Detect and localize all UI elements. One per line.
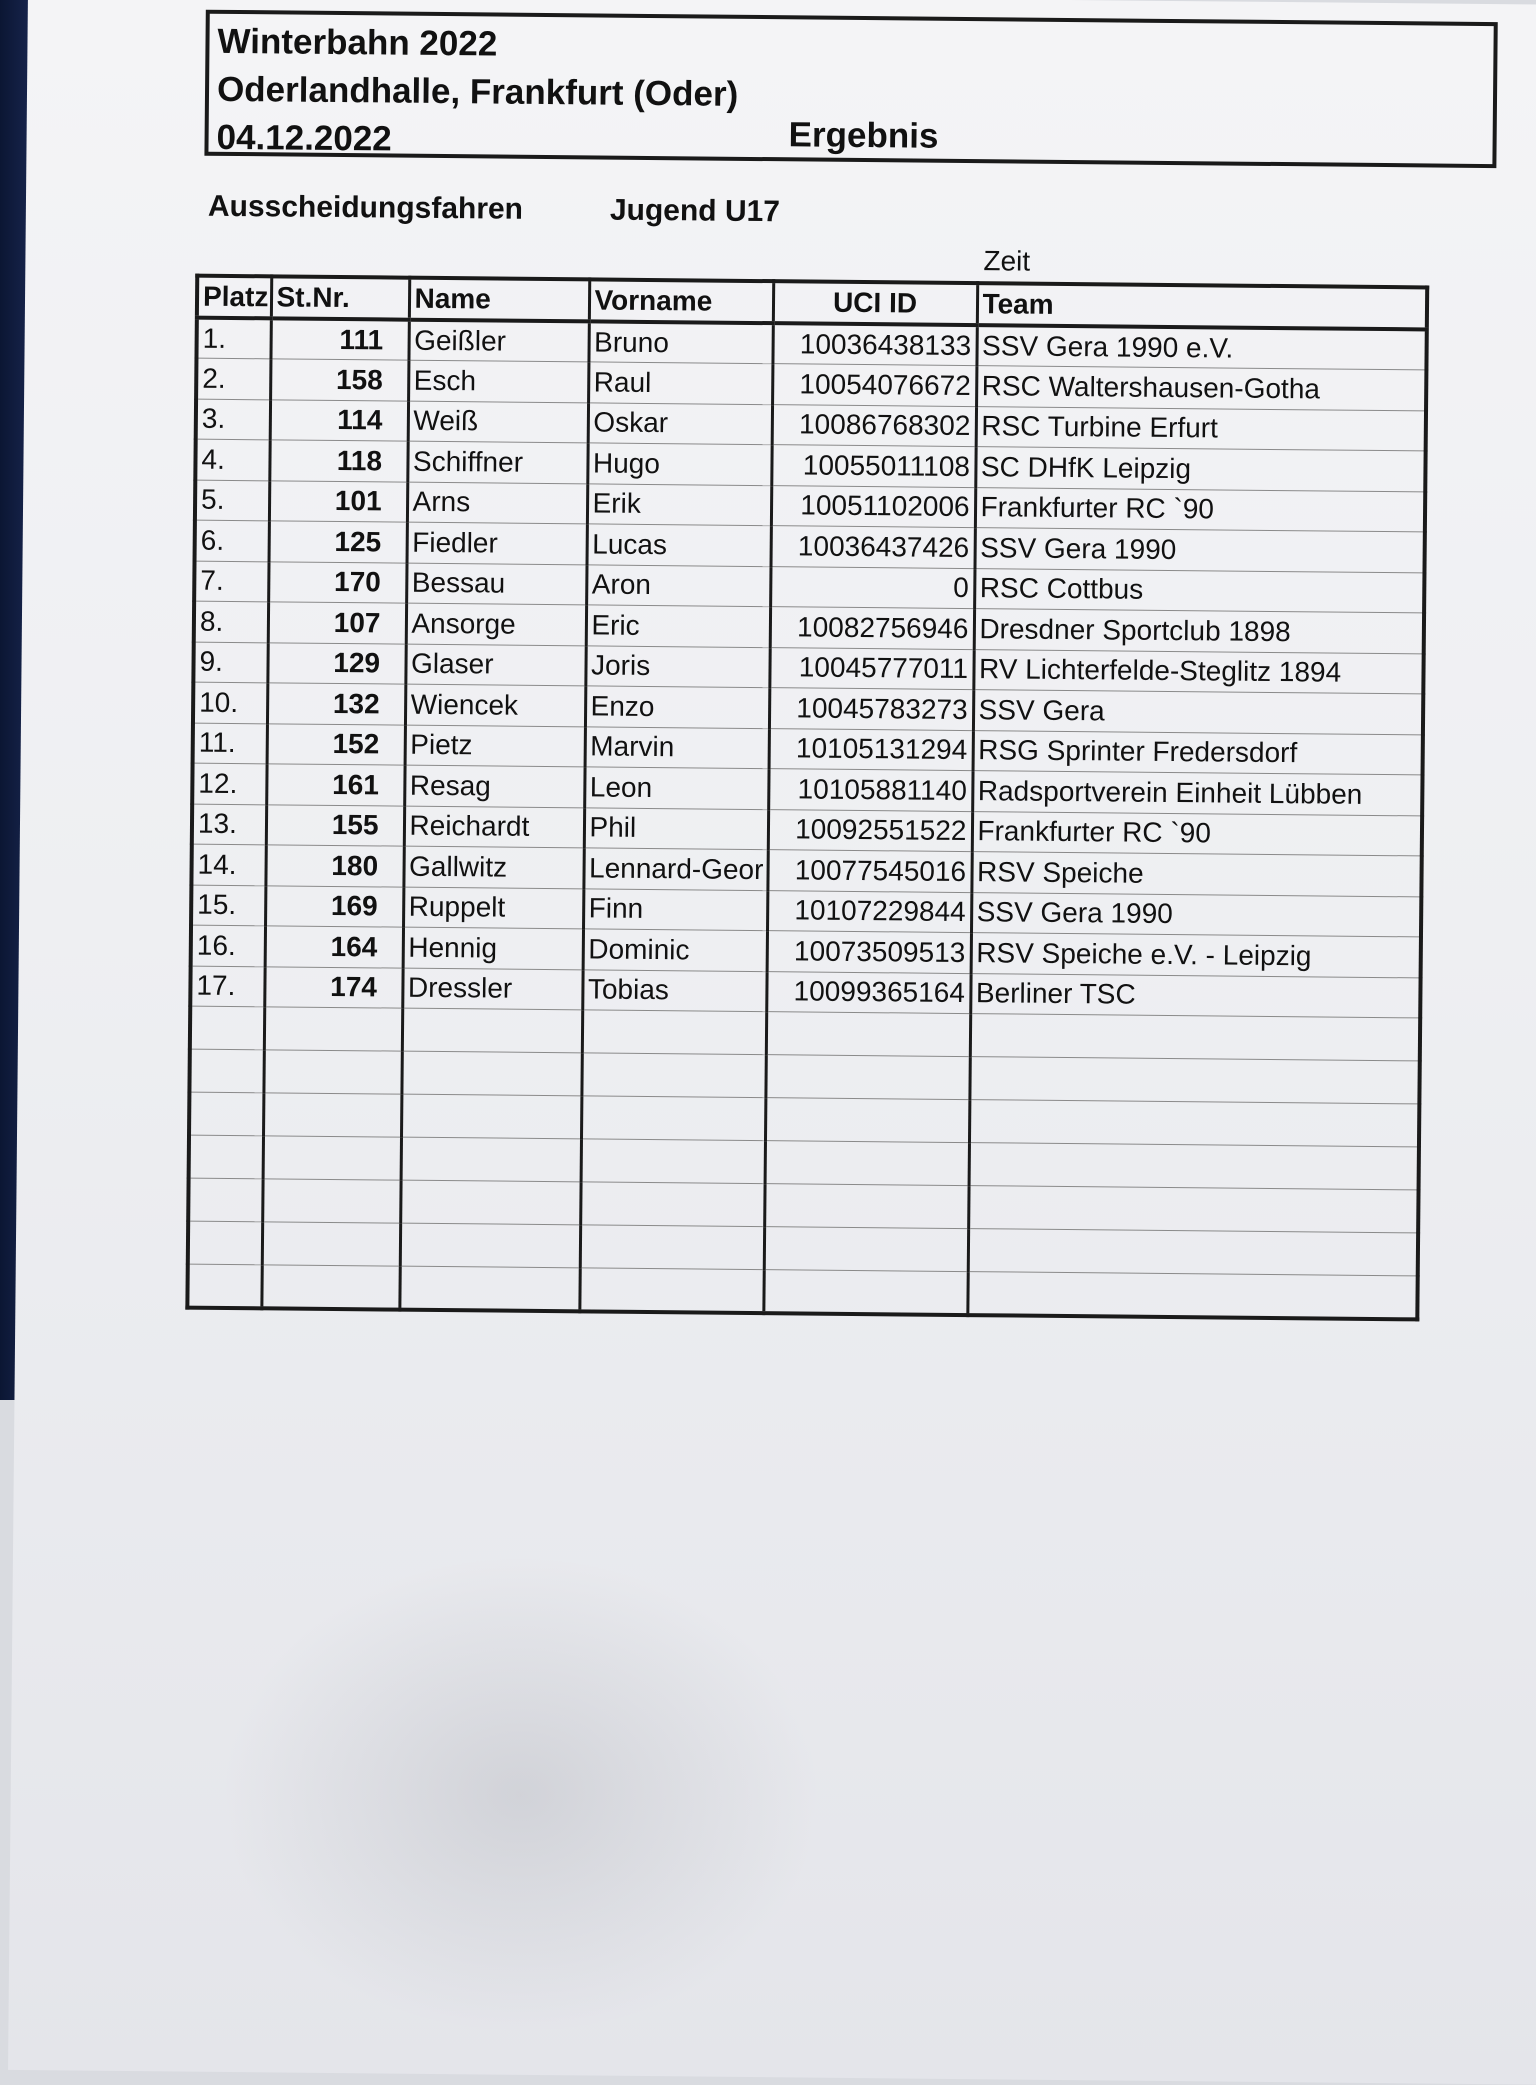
cell-platz: 12. [192,763,266,804]
result-sheet [8,0,1536,2085]
cell-platz: 7. [194,561,268,602]
cell-team: Dresdner Sportclub 1898 [974,609,1424,654]
cell-name: Glaser [405,644,585,686]
cell-vorname: Marvin [585,726,769,768]
cell-vorname: Tobias [582,969,766,1011]
column-header-uci-id: UCI ID [773,281,977,325]
cell-team: SSV Gera 1990 e.V. [976,325,1426,370]
empty-cell [969,1100,1419,1147]
empty-cell [766,1012,970,1057]
cell-startnummer: 132 [267,683,405,725]
cell-team: Berliner TSC [970,973,1420,1018]
empty-cell [189,1135,263,1179]
cell-startnummer: 158 [270,359,408,401]
empty-cell [969,1143,1419,1190]
cell-vorname: Leon [584,767,768,809]
cell-platz: 16. [191,925,265,966]
cell-platz: 15. [191,885,265,926]
empty-cell [581,1053,765,1098]
empty-cell [261,1265,399,1309]
empty-cell [580,1182,764,1227]
empty-cell [188,1178,262,1222]
empty-cell [263,1050,401,1094]
cell-uci-id: 10045777011 [769,647,973,689]
cell-startnummer: 161 [266,764,404,806]
cell-name: Dressler [402,968,582,1010]
cell-platz: 9. [193,642,267,683]
cell-platz: 8. [194,601,268,642]
empty-cell [765,1055,969,1100]
cell-startnummer: 129 [267,642,405,684]
cell-vorname: Dominic [583,929,767,971]
cell-uci-id: 10099365164 [766,971,970,1013]
cell-vorname: Phil [584,807,768,849]
empty-cell [263,1093,401,1137]
empty-cell [190,1006,264,1050]
cell-uci-id: 0 [770,566,974,608]
cell-platz: 3. [196,399,270,440]
cell-startnummer: 118 [269,440,407,482]
column-header-team: Team [977,283,1427,329]
cell-vorname: Erik [587,483,771,525]
empty-cell [189,1092,263,1136]
empty-cell [399,1266,579,1311]
cell-name: Bessau [406,563,586,605]
discipline: Ausscheidungsfahren [207,189,524,226]
cell-startnummer: 101 [269,480,407,522]
cell-vorname: Eric [586,605,770,647]
empty-cell [400,1223,580,1268]
cell-vorname: Joris [585,645,769,687]
cell-vorname: Oskar [588,402,772,444]
cell-name: Pietz [405,725,585,767]
cell-name: Schiffner [407,441,587,483]
cell-uci-id: 10105131294 [769,728,973,770]
cell-team: SSV Gera [973,690,1423,735]
cell-startnummer: 107 [268,602,406,644]
cell-name: Geißler [408,320,588,362]
cell-uci-id: 10036437426 [771,526,975,568]
empty-cell [581,1096,765,1141]
cell-startnummer: 169 [265,885,403,927]
cell-platz: 6. [195,520,269,561]
cell-team: SSV Gera 1990 [971,892,1421,937]
result-label: Ergebnis [788,115,939,156]
empty-cell [969,1057,1419,1104]
empty-cell [401,1137,581,1182]
empty-cell [262,1179,400,1223]
cell-platz: 11. [193,723,267,764]
cell-team: RSC Turbine Erfurt [976,406,1426,451]
cell-team: Frankfurter RC `90 [975,487,1425,532]
cell-name: Hennig [403,927,583,969]
cell-platz: 2. [196,358,270,399]
cell-startnummer: 180 [265,845,403,887]
cell-startnummer: 174 [264,966,402,1008]
empty-cell [967,1272,1417,1319]
cell-name: Arns [407,482,587,524]
cell-team: RSG Sprinter Fredersdorf [973,730,1423,775]
cell-name: Reichardt [404,806,584,848]
shadow [218,1552,823,2038]
cell-uci-id: 10105881140 [768,769,972,811]
cell-team: RSC Waltershausen-Gotha [976,366,1426,411]
cell-uci-id: 10107229844 [767,890,971,932]
cell-startnummer: 170 [268,561,406,603]
empty-cell [188,1221,262,1265]
category: Jugend U17 [609,193,781,229]
cell-vorname: Finn [583,888,767,930]
empty-cell [581,1139,765,1184]
empty-cell [580,1225,764,1270]
empty-cell [402,1008,582,1053]
cell-platz: 1. [196,318,270,359]
time-label: Zeit [983,245,1031,277]
empty-cell [968,1229,1418,1276]
results-table [185,274,1429,1321]
cell-name: Wiencek [405,684,585,726]
empty-cell [187,1264,261,1308]
cell-name: Weiß [408,401,588,443]
cell-name: Gallwitz [403,846,583,888]
cell-team: RSC Cottbus [974,568,1424,613]
column-header-name: Name [409,278,589,322]
cell-vorname: Bruno [588,321,772,363]
cell-team: Radsportverein Einheit Lübben [972,771,1422,816]
cell-uci-id: 10077545016 [767,850,971,892]
empty-cell [968,1186,1418,1233]
empty-cell [970,1014,1420,1061]
cell-name: Fiedler [407,522,587,564]
cell-platz: 14. [191,844,265,885]
cell-team: SSV Gera 1990 [974,528,1424,573]
empty-cell [765,1098,969,1143]
empty-cell [400,1180,580,1225]
cell-uci-id: 10055011108 [771,445,975,487]
empty-cell [401,1051,581,1096]
empty-cell [582,1010,766,1055]
cell-team: SC DHfK Leipzig [975,447,1425,492]
empty-cell [262,1222,400,1266]
cell-uci-id: 10086768302 [772,404,976,446]
cell-startnummer: 125 [269,521,407,563]
cell-uci-id: 10036438133 [772,323,976,365]
empty-cell [763,1270,967,1315]
cell-startnummer: 164 [265,926,403,968]
empty-cell [189,1049,263,1093]
cell-vorname: Aron [586,564,770,606]
empty-cell [401,1094,581,1139]
cell-uci-id: 10092551522 [768,809,972,851]
cell-name: Esch [408,360,588,402]
cell-platz: 17. [190,966,264,1007]
empty-cell [765,1141,969,1186]
empty-cell [579,1268,763,1313]
cell-uci-id: 10051102006 [771,485,975,527]
cell-vorname: Raul [588,362,772,404]
cell-team: RV Lichterfelde-Steglitz 1894 [973,649,1423,694]
cell-startnummer: 155 [266,804,404,846]
cell-vorname: Hugo [587,443,771,485]
cell-platz: 5. [195,480,269,521]
cell-name: Resag [404,765,584,807]
cell-vorname: Lennard-Geor [583,848,767,890]
cell-platz: 4. [195,439,269,480]
column-header-platz: Platz [197,276,271,319]
event-title: Winterbahn 2022 [217,21,498,64]
cell-uci-id: 10082756946 [770,607,974,649]
empty-cell [263,1136,401,1180]
event-date: 04.12.2022 [216,117,392,159]
cell-uci-id: 10054076672 [772,364,976,406]
cell-vorname: Enzo [585,686,769,728]
cell-team: RSV Speiche [971,852,1421,897]
column-header-startnummer: St.Nr. [271,276,409,319]
cell-name: Ansorge [406,603,586,645]
cell-startnummer: 114 [270,399,408,441]
cell-name: Ruppelt [403,887,583,929]
cell-team: RSV Speiche e.V. - Leipzig [971,933,1421,978]
cell-platz: 10. [193,682,267,723]
results-body [187,318,1426,1319]
cell-uci-id: 10073509513 [767,931,971,973]
venue: Oderlandhalle, Frankfurt (Oder) [216,69,739,114]
cell-startnummer: 152 [267,723,405,765]
cell-team: Frankfurter RC `90 [972,811,1422,856]
cell-startnummer: 111 [270,318,408,360]
empty-cell [764,1184,968,1229]
cell-vorname: Lucas [587,524,771,566]
cell-uci-id: 10045783273 [769,688,973,730]
header-box [204,10,1497,168]
empty-cell [764,1227,968,1272]
column-header-vorname: Vorname [589,279,773,323]
empty-cell [264,1007,402,1051]
cell-platz: 13. [192,804,266,845]
